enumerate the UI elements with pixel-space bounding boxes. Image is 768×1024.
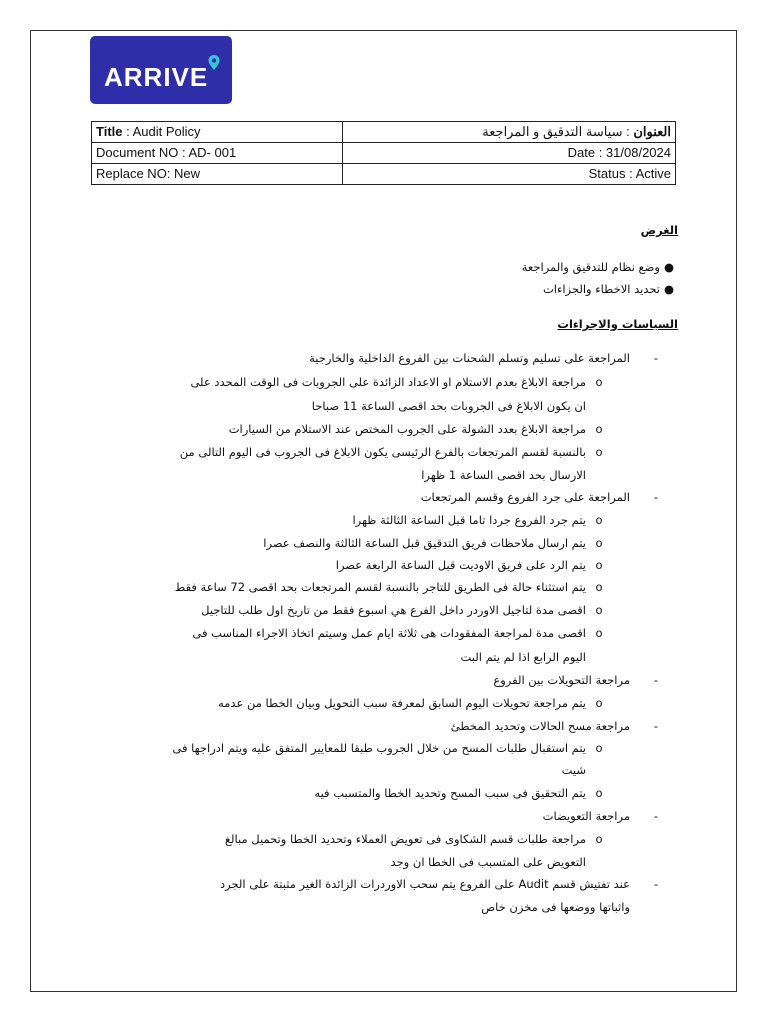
location-pin-icon xyxy=(207,54,221,72)
policy-section-5: مراجعة التعويضات xyxy=(542,809,630,823)
policy-2-2: يتم ارسال ملاحظات فريق التدقيق قبل الساعة الثالثة والنصف عصرا xyxy=(263,536,586,550)
dash-marker: - xyxy=(653,719,659,733)
policy-2-4: يتم استثناء حالة فى الطريق للتاجر بالنسبة لقسم المرتجعات بحد اقصى 72 ساعة فقط xyxy=(174,580,586,594)
table-row xyxy=(92,143,676,164)
company-logo xyxy=(90,36,232,104)
arabic-title-value: : سياسة التدقيق و المراجعة xyxy=(482,124,634,139)
policy-5-1-line-2: التعويض على المتسبب فى الخطا ان وجد xyxy=(390,855,586,869)
dash-marker: - xyxy=(653,490,659,504)
title-label: Title xyxy=(96,124,123,139)
policy-1-2: مراجعة الابلاغ بعدد الشولة على الجروب المختص عند الاستلام من السيارات xyxy=(228,422,586,436)
dash-marker: - xyxy=(653,809,659,823)
policy-1-1-line-2: ان يكون الابلاغ فى الجروبات بحد اقصى الساعة 11 صباحا xyxy=(311,399,586,413)
policy-section-6-line-1: عند تفتيش قسم Audit على الفروع يتم سحب الاوردرات الزائدة الغير مثبتة على الجرد xyxy=(219,877,630,891)
purpose-item-2: تحديد الاخطاء والجزاءات xyxy=(542,282,660,296)
dash-marker: - xyxy=(653,673,659,687)
replace-number: Replace NO: New xyxy=(92,164,343,185)
policy-section-6-line-2: واثباتها ووضعها فى مخزن خاص xyxy=(481,900,630,914)
policy-2-6-line-2: اليوم الرابع اذا لم يتم البت xyxy=(460,650,586,664)
title-cell xyxy=(92,122,343,143)
policies-heading: السياسات والاجراءات xyxy=(557,317,678,331)
bullet-dot: ● xyxy=(663,282,675,296)
table-row xyxy=(92,122,676,143)
policy-section-3: مراجعة التحويلات بين الفروع xyxy=(493,673,630,687)
purpose-item-1: وضع نظام للتدقيق والمراجعة xyxy=(521,260,660,274)
circle-marker: o xyxy=(595,422,603,436)
policy-3-1: يتم مراجعة تحويلات اليوم السابق لمعرفة سبب التحويل وبيان الخطا من عدمه xyxy=(218,696,586,710)
logo-text: ARRIVE xyxy=(104,62,209,92)
policy-4-1-line-2: شيت xyxy=(561,763,586,777)
document-date: Date : 31/08/2024 xyxy=(343,143,676,164)
circle-marker: o xyxy=(595,626,603,640)
circle-marker: o xyxy=(595,603,603,617)
policy-2-1: يتم جرد الفروع جردا تاما قبل الساعة الثالثة ظهرا xyxy=(352,513,586,527)
arabic-title-cell xyxy=(343,122,676,143)
title-value: : Audit Policy xyxy=(122,124,201,139)
document-status: Status : Active xyxy=(343,164,676,185)
policy-1-1-line-1: مراجعة الابلاغ بعدم الاستلام او الاعداد الزائدة على الجروبات فى الوقت المحدد على xyxy=(190,375,586,389)
circle-marker: o xyxy=(595,558,603,572)
circle-marker: o xyxy=(595,832,603,846)
circle-marker: o xyxy=(595,445,603,459)
circle-marker: o xyxy=(595,513,603,527)
dash-marker: - xyxy=(653,351,659,365)
policy-5-1-line-1: مراجعة طلبات قسم الشكاوى فى تعويض العملاء وتحديد الخطا وتحميل مبالغ xyxy=(224,832,586,846)
policy-2-6-line-1: اقصى مدة لمراجعة المفقودات هى ثلاثة ايام عمل وسيتم اتخاذ الاجراء المناسب فى xyxy=(192,626,586,640)
circle-marker: o xyxy=(595,786,603,800)
policy-2-5: اقصى مدة لتاجيل الاوردر داخل الفرع هي اسبوع فقط من تاريخ اول طلب للتاجيل xyxy=(201,603,586,617)
circle-marker: o xyxy=(595,536,603,550)
circle-marker: o xyxy=(595,741,603,755)
circle-marker: o xyxy=(595,580,603,594)
policy-section-4: مراجعة مسح الحالات وتحديد المخطئ xyxy=(450,719,630,733)
policy-4-2: يتم التحقيق فى سبب المسح وتحديد الخطا والمتسبب فيه xyxy=(314,786,586,800)
arabic-title-label: العنوان xyxy=(633,124,671,139)
policy-1-3-line-2: الارسال بحد اقصى الساعة 1 ظهرا xyxy=(421,468,586,482)
document-info-table xyxy=(91,121,676,185)
policy-4-1-line-1: يتم استقبال طلبات المسح من خلال الجروب طبقا للمعايير المتفق عليه ويتم ادراجها فى xyxy=(172,741,586,755)
circle-marker: o xyxy=(595,375,603,389)
document-number: Document NO : AD- 001 xyxy=(92,143,343,164)
policy-section-2: المراجعة على جرد الفروع وقسم المرتجعات xyxy=(420,490,630,504)
policy-section-1: المراجعة على تسليم وتسلم الشحنات بين الفروع الداخلية والخارجية xyxy=(309,351,630,365)
bullet-dot: ● xyxy=(663,260,675,274)
purpose-heading: الغرض xyxy=(640,223,678,237)
policy-2-3: يتم الرد على فريق الاوديت قبل الساعة الرابعة عصرا xyxy=(335,558,586,572)
table-row xyxy=(92,164,676,185)
policy-1-3-line-1: بالنسبة لقسم المرتجعات بالفرع الرئيسى يكون الابلاغ فى الجروب فى اليوم التالى من xyxy=(179,445,586,459)
circle-marker: o xyxy=(595,696,603,710)
dash-marker: - xyxy=(653,877,659,891)
